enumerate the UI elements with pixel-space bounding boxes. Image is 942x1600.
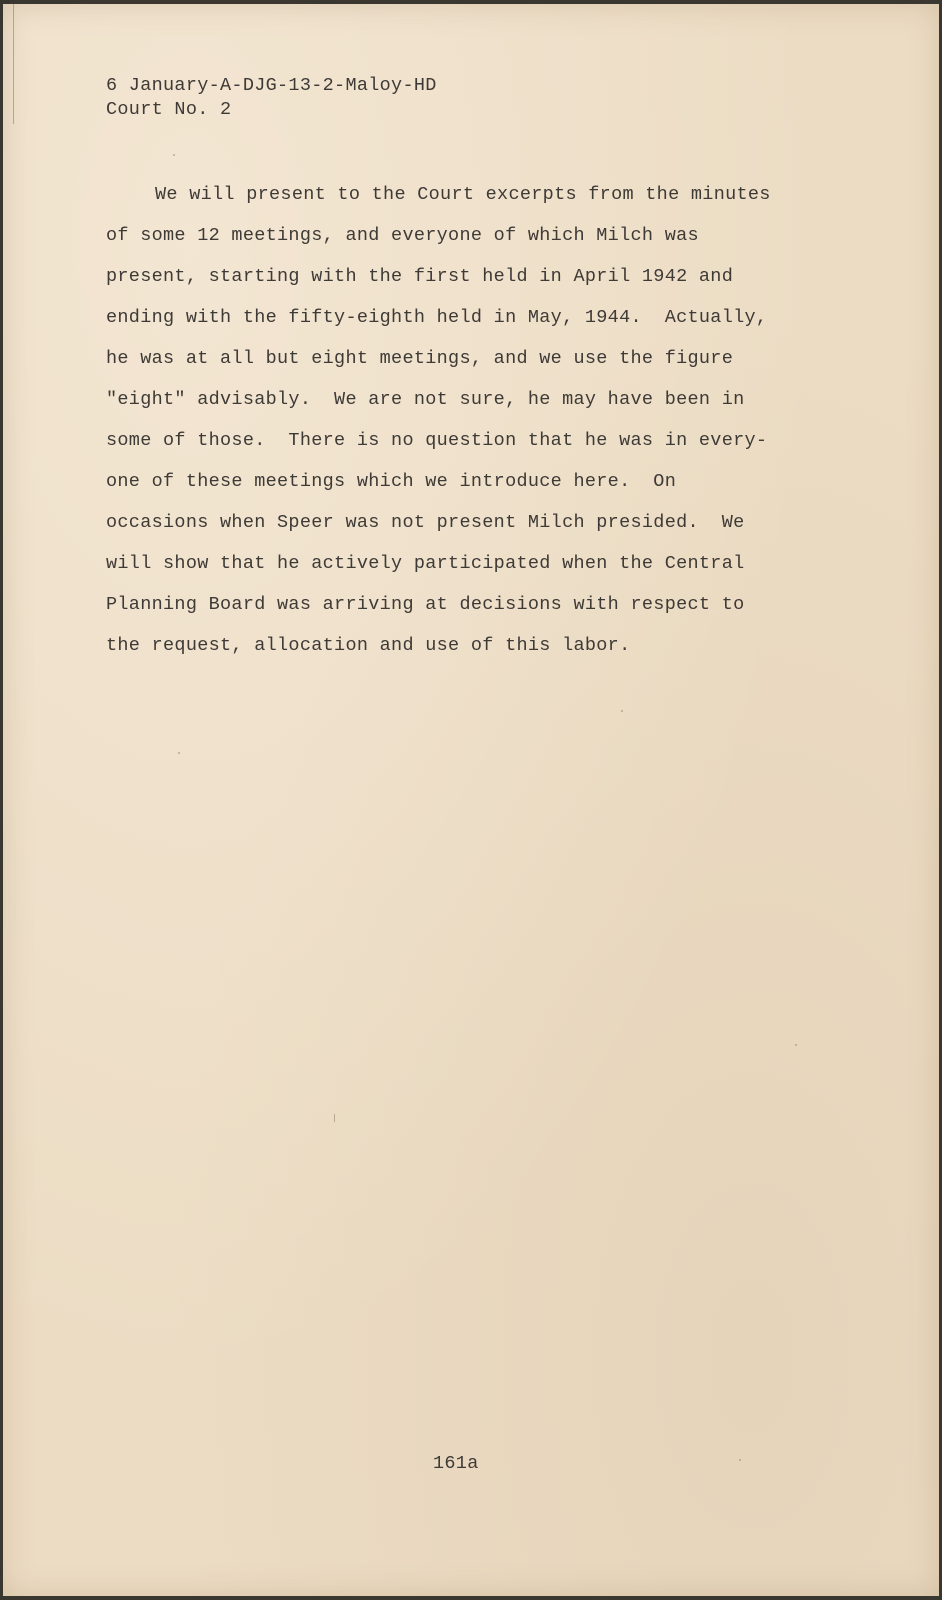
paper-speck (621, 710, 623, 712)
body-line: one of these meetings which we introduce here. On (106, 471, 677, 492)
body-paragraph (106, 174, 826, 666)
header-reference: 6 January-A-DJG-13-2-Maloy-HD (106, 75, 437, 96)
paper-speck (178, 752, 180, 754)
body-line: present, starting with the first held in April 1942 and (106, 266, 734, 287)
body-line: some of those. There is no question that he was in every- (106, 430, 768, 451)
body-line: ending with the fifty-eighth held in May, 1944. Actually, (106, 307, 768, 328)
page-number: 161a (433, 1453, 479, 1474)
document-page (3, 4, 939, 1596)
paper-speck (173, 154, 175, 156)
paper-speck (795, 1044, 797, 1046)
paper-speck (334, 1114, 335, 1122)
body-line: of some 12 meetings, and everyone of which Milch was (106, 225, 699, 246)
body-line: Planning Board was arriving at decisions with respect to (106, 594, 745, 615)
body-line: the request, allocation and use of this labor. (106, 635, 631, 656)
body-line: We will present to the Court excerpts from the minutes (155, 184, 771, 205)
header-court: Court No. 2 (106, 99, 232, 120)
paper-speck (739, 1459, 741, 1461)
document-header (106, 74, 437, 122)
body-line: he was at all but eight meetings, and we use the figure (106, 348, 734, 369)
body-line: "eight" advisably. We are not sure, he may have been in (106, 389, 745, 410)
body-line: occasions when Speer was not present Milch presided. We (106, 512, 745, 533)
page-edge-line (13, 4, 14, 124)
body-line: will show that he actively participated when the Central (106, 553, 745, 574)
